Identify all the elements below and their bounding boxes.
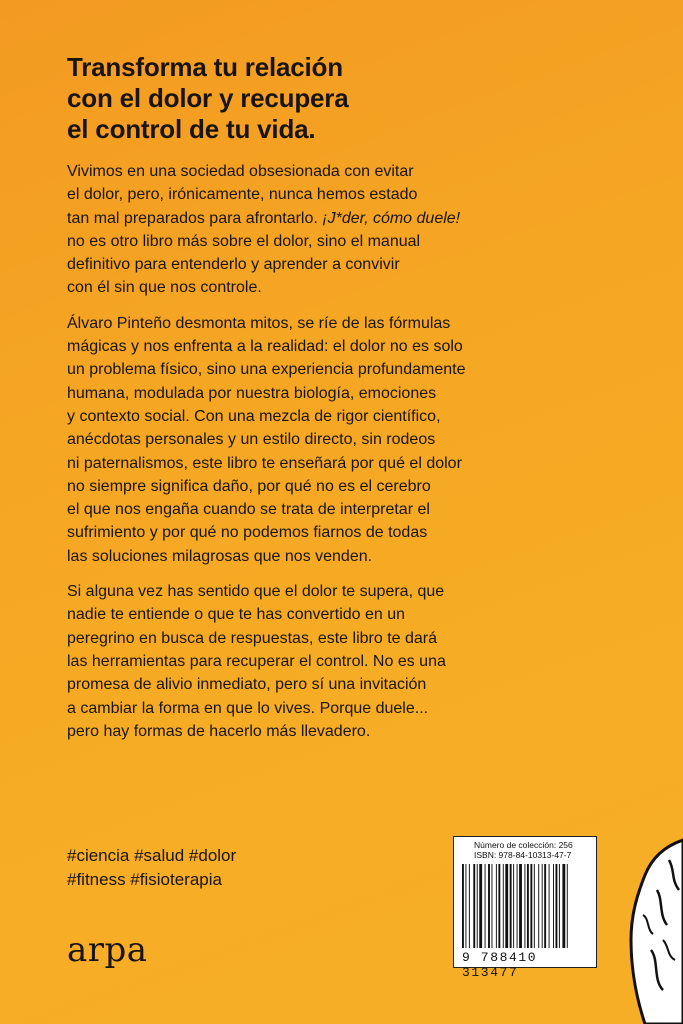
text-line: sufrimiento y por qué no podemos fiarnos de todas	[67, 524, 428, 542]
synopsis-paragraph-1	[67, 160, 507, 300]
barcode-bar	[524, 864, 525, 948]
synopsis	[67, 160, 507, 755]
barcode-bar	[527, 864, 529, 948]
text-line	[67, 207, 507, 230]
text-segment: tan mal preparados para afrontarlo.	[67, 209, 318, 227]
barcode-bar	[513, 864, 514, 948]
text-line: anécdotas personales y un estilo directo, sin rodeos	[67, 431, 436, 449]
barcode-bar	[562, 864, 565, 948]
hashtag-line: #fitness #fisioterapia	[67, 870, 222, 889]
synopsis-paragraph-3	[67, 580, 507, 743]
text-line: con él sin que nos controle.	[67, 279, 262, 297]
barcode-bar	[538, 864, 539, 948]
barcode-bar	[479, 864, 482, 948]
text-line: humana, modulada por nuestra biología, emociones	[67, 384, 437, 402]
publisher-logo: arpa	[67, 930, 148, 970]
text-line: mágicas y nos enfrenta a la realidad: el dolor no es solo	[67, 338, 463, 356]
text-line: nadie te entiende o que te has convertido en un	[67, 606, 406, 624]
barcode-bar	[492, 864, 493, 948]
barcode-meta	[454, 837, 596, 860]
illustration-figure-icon	[623, 820, 683, 1024]
headline-line: el control de tu vida.	[67, 114, 316, 144]
text-line: Vivimos en una sociedad obsesionada con evitar	[67, 163, 414, 180]
barcode-bar	[465, 864, 466, 948]
barcode-label	[453, 836, 597, 980]
barcode-bar	[544, 864, 546, 948]
barcode-bar	[505, 864, 508, 948]
barcode-bar	[517, 864, 518, 948]
barcode-bar	[542, 864, 543, 948]
text-line: ni paternalismos, este libro te enseñará por qué el dolor	[67, 454, 462, 472]
text-line: peregrino en busca de respuestas, este libro te dará	[67, 629, 438, 647]
barcode-bar	[485, 864, 486, 948]
text-line: un problema físico, sino una experiencia profundamente	[67, 361, 466, 379]
barcode-bar	[488, 864, 490, 948]
text-line: no siempre significa daño, por qué no es el cerebro	[67, 477, 431, 495]
barcode-bars	[462, 864, 588, 948]
text-line: Álvaro Pinteño desmonta mitos, se ríe de las fórmulas	[67, 314, 451, 332]
text-line: promesa de alivio inmediato, pero sí una invitación	[67, 676, 427, 694]
barcode-bar	[549, 864, 550, 948]
text-line: no es otro libro más sobre el dolor, sino el manual	[67, 232, 421, 250]
text-line: las herramientas para recuperar el control. No es una	[67, 652, 446, 670]
hashtags	[67, 844, 236, 892]
barcode-bar	[473, 864, 475, 948]
barcode-bar	[498, 864, 500, 948]
book-title: ¡J*der, cómo duele!	[322, 209, 461, 227]
text-line: Si alguna vez has sentido que el dolor te supera, que	[67, 583, 445, 601]
headline-line: con el dolor y recupera	[67, 83, 349, 113]
text-line: el que nos engaña cuando se trata de interpretar el	[67, 501, 430, 519]
text-line: y contexto social. Con una mezcla de rigor científico,	[67, 407, 441, 425]
text-line: a cambiar la forma en que lo vives. Porque duele...	[67, 699, 429, 717]
barcode-bar	[519, 864, 522, 948]
barcode-bar	[530, 864, 532, 948]
barcode-bar	[503, 864, 504, 948]
barcode-bar	[462, 864, 464, 948]
synopsis-paragraph-2	[67, 312, 507, 568]
barcode-bar	[553, 864, 554, 948]
collection-number: Número de colección: 256	[474, 840, 573, 850]
text-line: las soluciones milagrosas que nos venden.	[67, 547, 373, 565]
barcode-bar	[559, 864, 560, 948]
barcode-bar	[510, 864, 512, 948]
headline-line: Transforma tu relación	[67, 52, 343, 82]
barcode-bar	[534, 864, 535, 948]
barcode-bar	[556, 864, 558, 948]
text-line: definitivo para entenderlo y aprender a convivir	[67, 256, 400, 274]
barcode-bar	[496, 864, 497, 948]
barcode-digits: 9 788410 313477	[462, 950, 538, 980]
back-cover-headline	[67, 52, 487, 145]
hashtag-line: #ciencia #salud #dolor	[67, 846, 237, 865]
barcode-bar	[567, 864, 568, 948]
text-line: el dolor, pero, irónicamente, nunca hemos estado	[67, 186, 418, 204]
text-line: pero hay formas de hacerlo más llevadero.	[67, 722, 371, 740]
barcode-bar	[469, 864, 470, 948]
barcode-bar	[477, 864, 478, 948]
isbn-text: ISBN: 978-84-10313-47-7	[474, 850, 572, 860]
